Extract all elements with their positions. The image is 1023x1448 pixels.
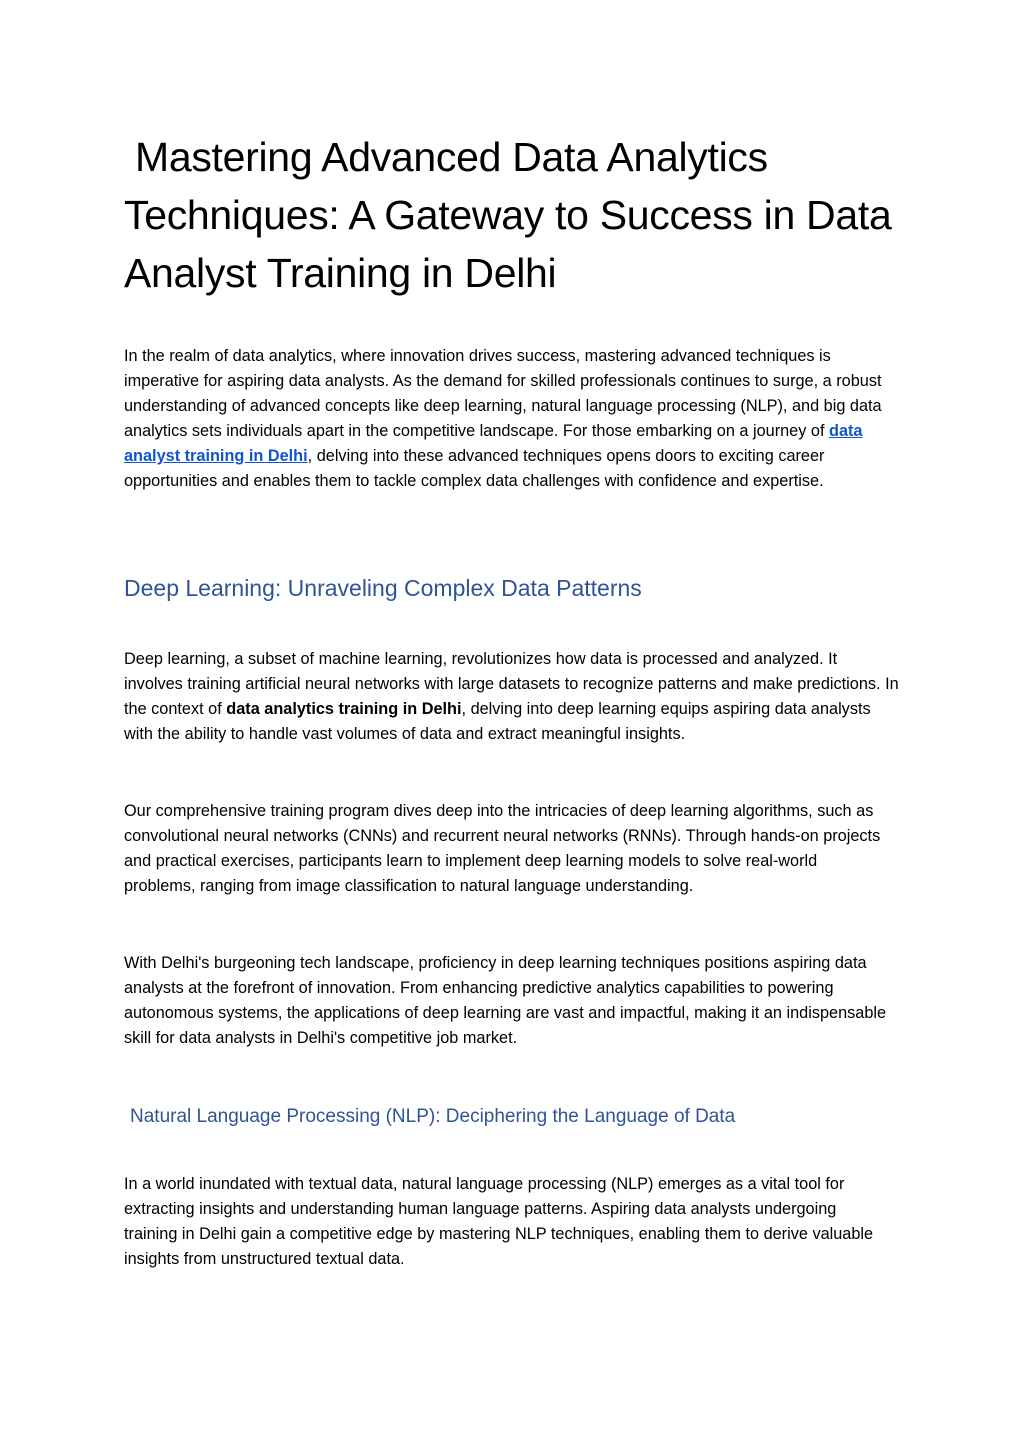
intro-paragraph <box>124 344 894 494</box>
nlp-paragraph-1: In a world inundated with textual data, natural language processing (NLP) emerges as a vital tool for extracting insights and understanding human language patterns. Aspiring data analysts undergoing training in Delhi gain a competitive edge by mastering NLP techniques, enabling them to derive valuable insights from unstructured textual data. <box>124 1175 874 1268</box>
deep-learning-heading: Deep Learning: Unraveling Complex Data Patterns <box>124 575 642 601</box>
deep-learning-paragraph-3: With Delhi's burgeoning tech landscape, proficiency in deep learning techniques positions aspiring data analysts at the forefront of innovation. From enhancing predictive analytics capabilities to powering autonomous systems, the applications of deep learning are vast and impactful, making it an indispensable skill for data analysts in Delhi's competitive job market. <box>124 954 887 1047</box>
deep-learning-p1-after: , delving into deep learning equips aspiring data analysts with the ability to handle vast volumes of data and extract meaningful insights. <box>124 700 871 743</box>
intro-text-after-link: , delving into these advanced techniques opens doors to exciting career opportunities and enables them to tackle complex data challenges with confidence and expertise. <box>124 447 825 490</box>
document-title-text: Mastering Advanced Data Analytics Techniques: A Gateway to Success in Data Analyst Training in Delhi <box>124 134 892 296</box>
document-title <box>124 128 899 302</box>
deep-learning-paragraph-2: Our comprehensive training program dives deep into the intricacies of deep learning algorithms, such as convolutional neural networks (CNNs) and recurrent neural networks (RNNs). Through hands-on projects and practical exercises, participants learn to implement deep learning models to solve real-world problems, ranging from image classification to natural language understanding. <box>124 802 881 895</box>
document-page <box>124 128 899 1272</box>
deep-learning-p1-bold: data analytics training in Delhi <box>226 700 462 718</box>
training-link[interactable]: data analyst training in Delhi <box>124 422 863 465</box>
intro-text-before-link: In the realm of data analytics, where innovation drives success, mastering advanced techniques is imperative for aspiring data analysts. As the demand for skilled professionals continues to surge, a robust understanding of advanced concepts like deep learning, natural language processing (NLP), and big data analytics sets individuals apart in the competitive landscape. For those embarking on a journey of <box>124 347 882 440</box>
deep-learning-p1-before: Deep learning, a subset of machine learning, revolutionizes how data is processed and analyzed. It involves training artificial neural networks with large datasets to recognize patterns and make predictions. In the context of <box>124 650 899 718</box>
deep-learning-paragraph-1 <box>124 647 899 747</box>
nlp-heading: Natural Language Processing (NLP): Deciphering the Language of Data <box>130 1106 736 1127</box>
